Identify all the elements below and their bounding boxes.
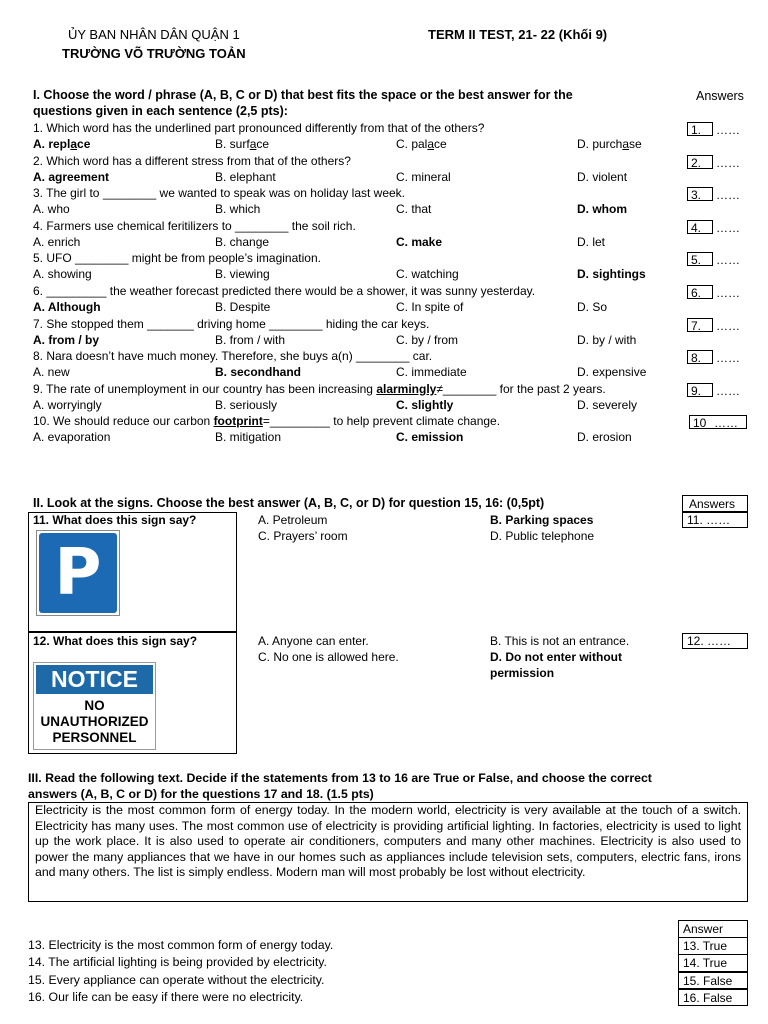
answers-label: Answers (696, 89, 744, 103)
question-6-text: 6. _________ the weather forecast predicted there would be a shower, it was sunny yesterday. (33, 284, 536, 298)
question-9-text: 9. The rate of unemployment in our country has been increasing alarmingly≠________ for the past 2 years. (33, 381, 606, 396)
question-6-option-b: B. Despite (215, 300, 271, 314)
notice-sign (33, 662, 156, 750)
question-2-option-c: C. mineral (396, 169, 451, 184)
question-3-option-a: A. who (33, 202, 70, 217)
committee-name: ỦY BAN NHÂN DÂN QUẬN 1 (68, 27, 240, 42)
question-1-option-c: C. palace (396, 137, 447, 151)
question-1-option-d: D. purchase (577, 137, 642, 151)
answer-dots-1: …… (716, 123, 740, 137)
question-3-option-b: B. which (215, 202, 261, 217)
question-5-option-d: D. sightings (577, 267, 646, 282)
statement-16: 16. Our life can be easy if there were no electricity. (28, 989, 304, 1004)
question-5-option-c: C. watching (396, 267, 459, 282)
answer-box-8: 8. …… (687, 350, 713, 364)
question-8-text: 8. Nara doesn’t have much money. Therefore, she buys a(n) ________ car. (33, 349, 433, 364)
answer-box-10: 10 …… (689, 415, 747, 429)
section3-title-line2: answers (A, B, C or D) for the questions 17 and 18. (1.5 pts) (28, 787, 374, 801)
section1-title-line2: questions given in each sentence (2,5 pts): (33, 104, 288, 118)
question-4-option-a: A. enrich (33, 234, 81, 249)
question-1-text: 1. Which word has the underlined part pronounced differently from that of the others? (33, 121, 485, 135)
section1-title-line1: I. Choose the word / phrase (A, B, C or D) that best fits the space or the best answer for the (33, 88, 573, 102)
question-1-option-b: B. surface (215, 137, 270, 151)
q11-opt-a: A. Petroleum (258, 513, 328, 527)
q11-question: 11. What does this sign say? (33, 513, 197, 527)
answer-box-9: 9. …… (687, 383, 713, 397)
question-9-option-c: C. slightly (396, 397, 454, 412)
statement-15: 15. Every appliance can operate without the electricity. (28, 972, 325, 987)
answer-box-4: 4. …… (687, 220, 713, 234)
q12-opt-d: D. Do not enter without (490, 650, 622, 664)
statement-answer-16: 16. False (678, 989, 748, 1007)
question-9-keyword: alarmingly (376, 381, 437, 396)
section2-title: II. Look at the signs. Choose the best answer (A, B, C, or D) for question 15, 16: (0,5pt) (33, 496, 545, 510)
answer-dots-5: …… (716, 253, 740, 268)
q12-opt-b: B. This is not an entrance. (490, 634, 630, 648)
question-7-option-c: C. by / from (396, 332, 459, 347)
q11-opt-b: B. Parking spaces (490, 513, 594, 527)
q12-opt-d-cont: permission (490, 666, 555, 680)
question-2-option-b: B. elephant (215, 169, 276, 184)
q11-opt-d: D. Public telephone (490, 529, 595, 543)
question-2-option-d: D. violent (577, 169, 628, 184)
notice-header: NOTICE (36, 665, 153, 694)
notice-line-1: NO (84, 698, 105, 713)
statement-answer-14: 14. True (678, 954, 748, 972)
question-9-option-a: A. worryingly (33, 397, 102, 412)
answer-dots-10: …… (714, 416, 738, 431)
question-9-option-b: B. seriously (215, 397, 278, 412)
question-2-text: 2. Which word has a different stress from that of the others? (33, 153, 351, 168)
question-7-option-a: A. from / by (33, 332, 100, 347)
question-5-option-a: A. showing (33, 267, 92, 282)
question-8-option-c: C. immediate (396, 365, 467, 380)
answer-box-7: 7. …… (687, 318, 713, 332)
statement-answer-13: 13. True (678, 937, 748, 955)
parking-p-icon: P (39, 533, 117, 613)
section3-answer-label: Answer (678, 920, 748, 938)
reading-passage: Electricity is the most common form of energy today. In the modern world, electricity is very available at the touch of a switch. Electricity has many uses. The most common use of electricity is providing artificial lighting. In factories, electricity is used to light up the work place. It is also used to operate air conditioners, computers and many other machines. Electricity is also used to power the many appliances that we have in our homes such as appliances include television sets, computers, electric fans, irons and many others. The list is simply endless. Modern man will most probably be lost without electricity. (28, 802, 748, 902)
answer-box-11: 11. …… (682, 512, 748, 528)
question-4-text: 4. Farmers use chemical feritilizers to ________ the soil rich. (33, 218, 356, 233)
question-4-option-d: D. let (577, 234, 606, 249)
question-8-option-b: B. secondhand (215, 365, 302, 380)
question-6-option-a: A. Although (33, 300, 101, 314)
answer-dots-8: …… (716, 351, 740, 366)
q12-opt-c: C. No one is allowed here. (258, 650, 399, 664)
parking-sign (36, 530, 120, 616)
answer-box-12: 12. …… (682, 633, 748, 649)
notice-line-2: UNAUTHORIZED (40, 714, 149, 729)
question-4-option-c: C. make (396, 234, 443, 249)
question-4-option-b: B. change (215, 234, 270, 249)
section2-answers-label: Answers (682, 495, 748, 512)
question-5-text: 5. UFO ________ might be from people’s imagination. (33, 251, 321, 266)
question-7-option-d: D. by / with (577, 332, 637, 347)
question-10-keyword: footprint (213, 414, 263, 429)
notice-body (34, 698, 155, 746)
question-3-option-d: D. whom (577, 202, 627, 217)
question-6-option-d: D. So (577, 300, 608, 314)
question-7-text: 7. She stopped them _______ driving home ________ hiding the car keys. (33, 316, 430, 331)
question-3-option-c: C. that (396, 202, 432, 217)
section3-title-line1: III. Read the following text. Decide if the statements from 13 to 16 are True or False, and choose the correct (28, 771, 652, 785)
answer-box-5: 5. …… (687, 252, 713, 266)
q12-question: 12. What does this sign say? (33, 634, 198, 648)
question-8-option-d: D. expensive (577, 365, 647, 380)
q11-opt-c: C. Prayers’ room (258, 529, 348, 543)
q12-opt-a: A. Anyone can enter. (258, 634, 369, 648)
statement-14: 14. The artificial lighting is being provided by electricity. (28, 955, 327, 970)
notice-line-3: PERSONNEL (52, 730, 137, 745)
question-10-option-d: D. erosion (577, 430, 632, 445)
question-10-text: 10. We should reduce our carbon footprint=_________ to help prevent climate change. (33, 414, 501, 429)
question-10-option-c: C. emission (396, 430, 464, 445)
statement-answer-15: 15. False (678, 972, 748, 990)
answer-box-6: 6. …… (687, 285, 713, 299)
question-9-option-d: D. severely (577, 397, 638, 412)
test-title: TERM II TEST, 21- 22 (Khối 9) (428, 27, 608, 42)
answer-box-1: 1. …… (687, 122, 713, 136)
question-2-option-a: A. agreement (33, 169, 110, 184)
question-10-option-a: A. evaporation (33, 430, 111, 445)
statement-13: 13. Electricity is the most common form of energy today. (28, 938, 334, 952)
question-5-option-b: B. viewing (215, 267, 270, 282)
question-6-option-c: C. In spite of (396, 300, 464, 314)
question-10-option-b: B. mitigation (215, 430, 282, 445)
school-name: TRƯỜNG VÕ TRƯỜNG TOẢN (62, 46, 246, 61)
answer-dots-6: …… (716, 286, 740, 300)
answer-dots-7: …… (716, 318, 740, 333)
question-8-option-a: A. new (33, 365, 70, 380)
answer-box-2: 2. …… (687, 155, 713, 169)
answer-dots-2: …… (716, 155, 740, 170)
answer-dots-4: …… (716, 220, 740, 235)
question-7-option-b: B. from / with (215, 332, 286, 347)
question-1-option-a: A. replace (33, 137, 91, 151)
answer-box-3: 3. …… (687, 187, 713, 201)
answer-dots-3: …… (716, 188, 740, 203)
answer-dots-9: …… (716, 383, 740, 398)
question-3-text: 3. The girl to ________ we wanted to speak was on holiday last week. (33, 186, 406, 201)
